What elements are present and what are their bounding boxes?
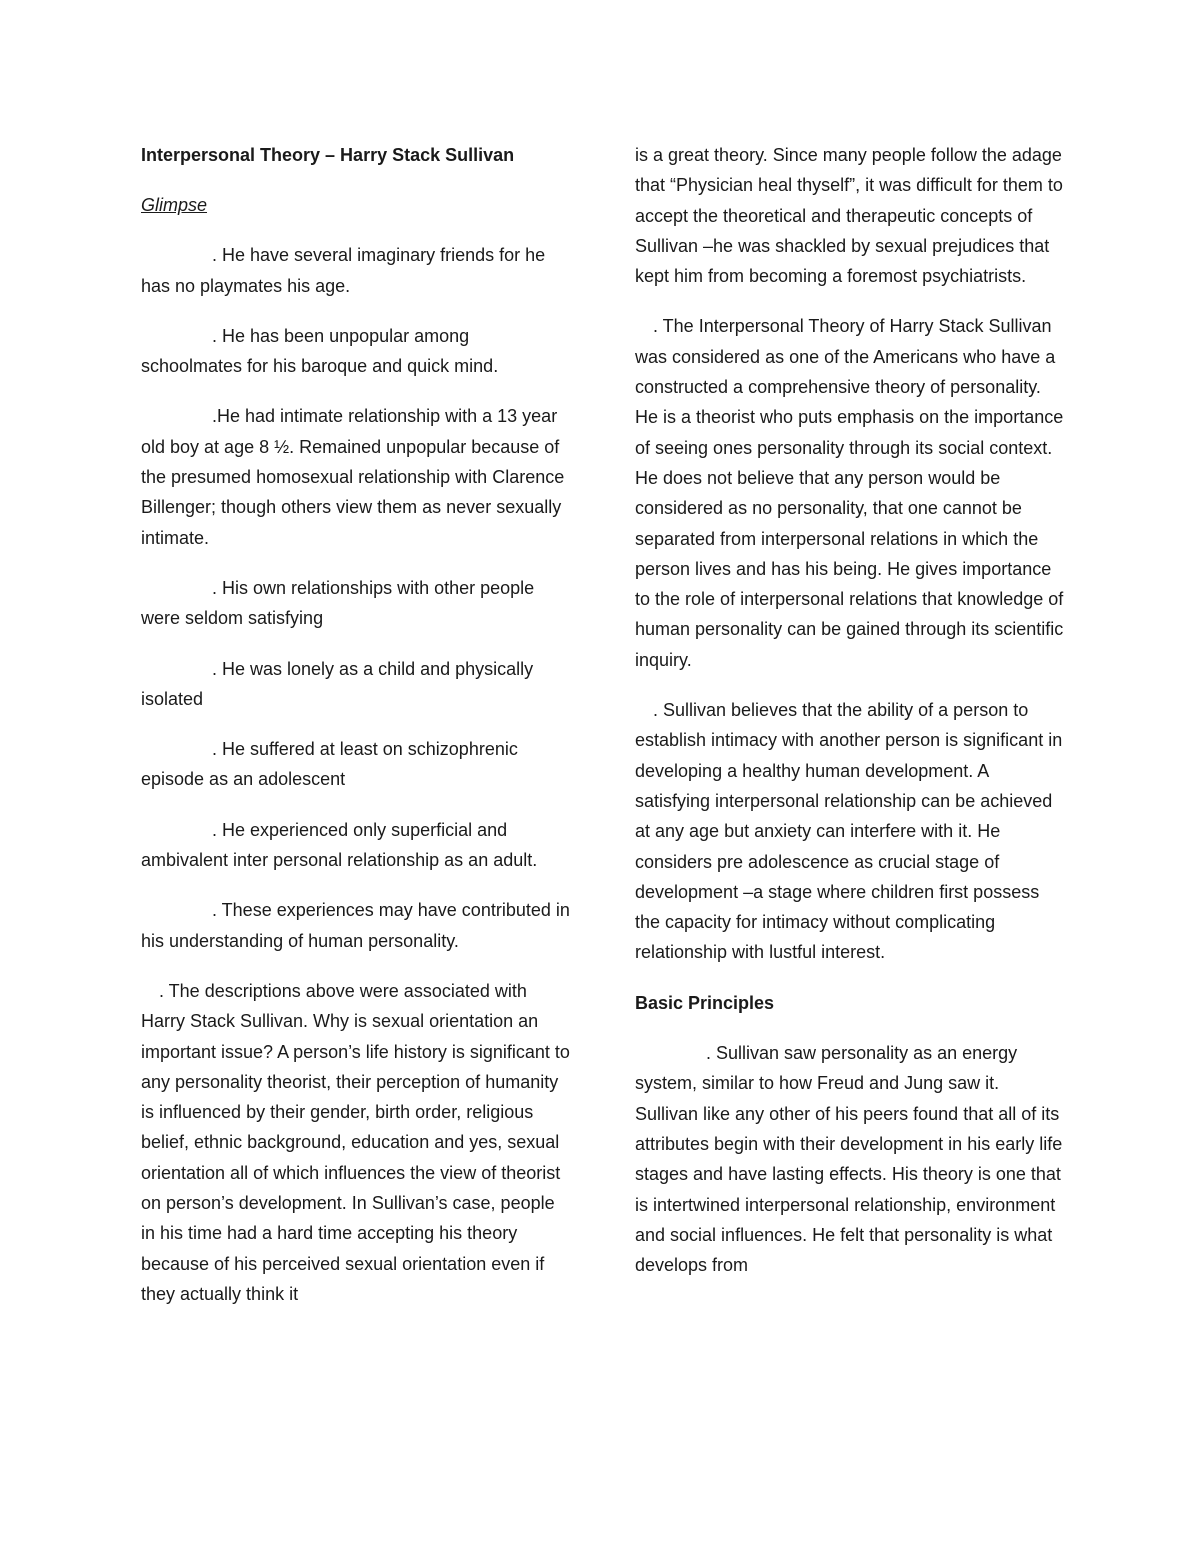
document-title: Interpersonal Theory – Harry Stack Sullivan [141,145,515,165]
section-heading-basic-principles: Basic Principles [635,992,775,1013]
right-column [635,140,1065,1300]
paragraph: . He experienced only superficial and ambivalent inter personal relationship as an adult. [141,819,538,871]
left-column [141,140,571,1329]
paragraph: . He suffered at least on schizophrenic episode as an adolescent [141,739,518,790]
paragraph: . The descriptions above were associated with Harry Stack Sullivan. Why is sexual orientation an important issue? A person’s life history is significant to any personality theorist, their perception of humanity is influenced by their gender, birth order, religious belief, ethnic background, education and yes, sexual orientation all of which influences the view of theorist on person’s development. In Sullivan’s case, people in his time had a hard time accepting his theory because of his perceived sexual orientation even if they actually think it [141,980,570,1304]
paragraph: . Sullivan saw personality as an energy system, similar to how Freud and Jung saw it. Sullivan like any other of his peers found that all of its attributes begin with their development in his early life stages and have lasting effects. His theory is one that is intertwined interpersonal relationship, environment and social influences. He felt that personality is what develops from [635,1043,1063,1276]
paragraph: . He have several imaginary friends for he has no playmates his age. [141,245,546,296]
paragraph: . Sullivan believes that the ability of a person to establish intimacy with another person is significant in developing a healthy human development. A satisfying interpersonal relationship can be achieved at any age but anxiety can interfere with it. He considers pre adolescence as crucial stage of development –a stage where children first possess the capacity for intimacy without complicating relationship with lustful interest. [635,700,1063,963]
section-label-glimpse: Glimpse [141,195,208,215]
paragraph: is a great theory. Since many people follow the adage that “Physician heal thyself”, it was difficult for them to accept the theoretical and therapeutic concepts of Sullivan –he was shackled by sexual prejudices that kept him from becoming a foremost psychiatrists. [635,145,1063,287]
paragraph: . These experiences may have contributed in his understanding of human personality. [141,900,570,951]
paragraph: . His own relationships with other people were seldom satisfying [141,577,535,629]
paragraph: . He has been unpopular among schoolmates for his baroque and quick mind. [141,325,499,377]
paragraph: . The Interpersonal Theory of Harry Stack Sullivan was considered as one of the Americans who have a constructed a comprehensive theory of personality. He is a theorist who puts emphasis on the importance of seeing ones personality through its social context. He does not believe that any person would be considered as no personality, that one cannot be separated from interpersonal relations in which the person lives and has his being. He gives importance to the role of interpersonal relations that knowledge of human personality can be gained through its scientific inquiry. [635,316,1064,670]
paragraph: .He had intimate relationship with a 13 year old boy at age 8 ½. Remained unpopular because of the presumed homosexual relationship with Clarence Billenger; though others view them as never sexually intimate. [141,406,565,548]
paragraph: . He was lonely as a child and physically isolated [141,658,534,709]
